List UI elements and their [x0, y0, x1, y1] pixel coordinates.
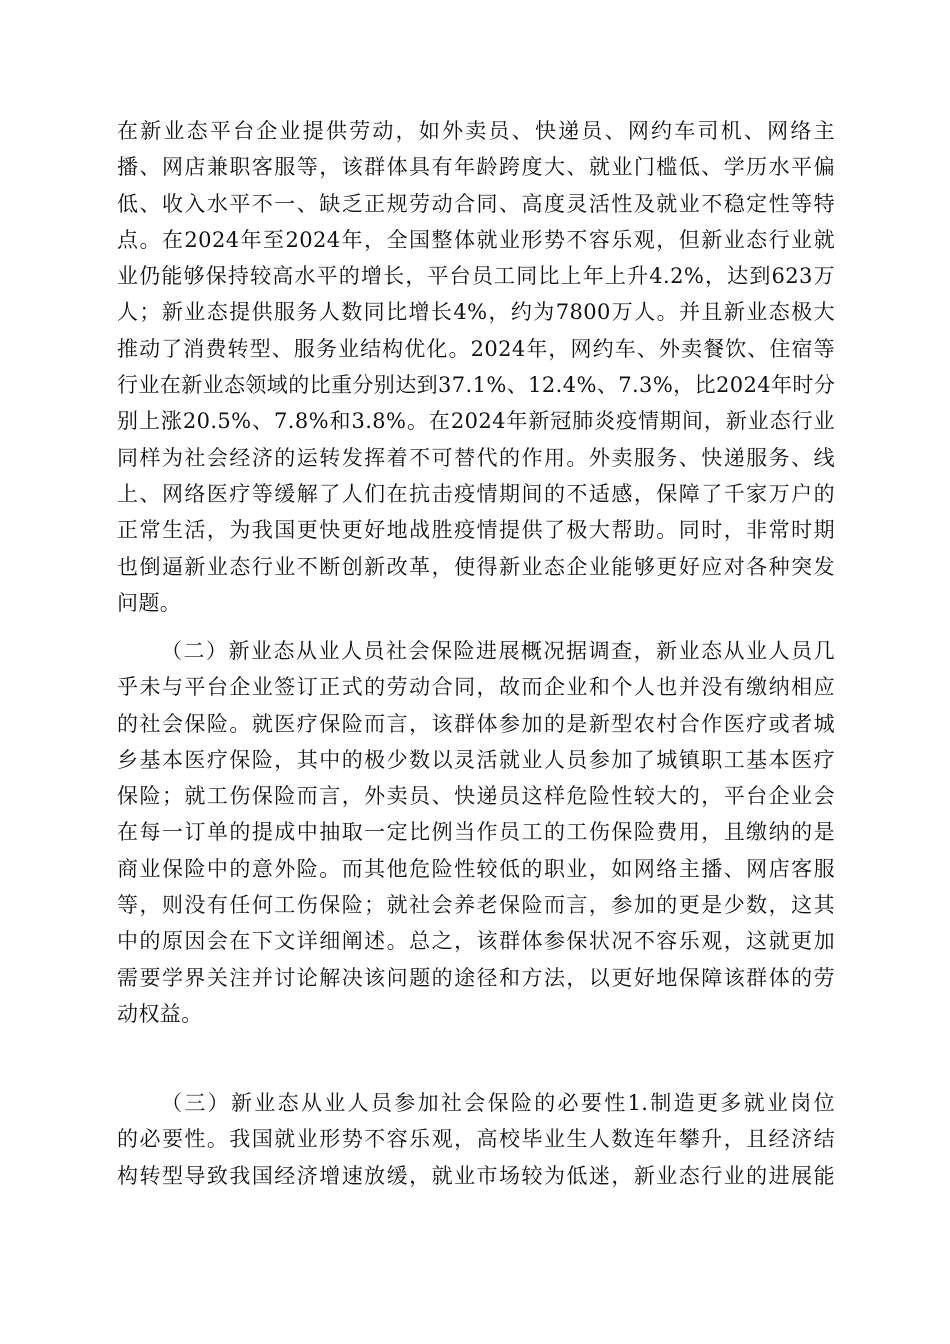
text-line: 业仍能够保持较高水平的增长，平台员工同比上年上升4.2%，达到623万 — [117, 264, 835, 289]
text-line: 的社会保险。就医疗保险而言，该群体参加的是新型农村合作医疗或者城 — [117, 711, 835, 736]
paragraph-social-insurance-status — [117, 633, 835, 1032]
text-line: 中的原因会在下文详细阐述。总之，该群体参保状况不容乐观，这就更加 — [117, 929, 835, 954]
text-line: 动权益。 — [117, 1001, 203, 1026]
text-line: 乡基本医疗保险，其中的极少数以灵活就业人员参加了城镇职工基本医疗 — [117, 747, 835, 772]
paragraph-gig-economy-overview — [117, 113, 835, 621]
text-line: 在每一订单的提成中抽取一定比例当作员工的工伤保险费用，且缴纳的是 — [117, 820, 835, 845]
text-line: 点。在2024年至2024年，全国整体就业形势不容乐观，但新业态行业就 — [117, 227, 835, 252]
text-line: 行业在新业态领域的比重分别达到37.1%、12.4%、7.3%，比2024年时分 — [117, 373, 836, 398]
text-line: 需要学界关注并讨论解决该问题的途径和方法，以更好地保障该群体的劳 — [117, 965, 835, 990]
paragraph-insurance-necessity — [117, 1085, 835, 1194]
text-line: 低、收入水平不一、缺乏正规劳动合同、高度灵活性及就业不稳定性等特 — [117, 191, 835, 216]
text-line: 播、网店兼职客服等，该群体具有年龄跨度大、就业门槛低、学历水平偏 — [117, 155, 835, 180]
text-line: 也倒逼新业态行业不断创新改革，使得新业态企业能够更好应对各种突发 — [117, 554, 835, 579]
text-line: （二）新业态从业人员社会保险进展概况据调查，新业态从业人员几 — [161, 639, 835, 663]
text-line: 在新业态平台企业提供劳动，如外卖员、快递员、网约车司机、网络主 — [117, 119, 835, 143]
text-line: （三）新业态从业人员参加社会保险的必要性1.制造更多就业岗位 — [161, 1091, 835, 1115]
text-line: 同样为社会经济的运转发挥着不可替代的作用。外卖服务、快递服务、线 — [117, 445, 835, 470]
text-line: 商业保险中的意外险。而其他危险性较低的职业，如网络主播、网店客服 — [117, 856, 835, 881]
text-line: 乎未与平台企业签订正式的劳动合同，故而企业和个人也并没有缴纳相应 — [117, 675, 835, 700]
text-line: 推动了消费转型、服务业结构优化。2024年，网约车、外卖餐饮、住宿等 — [117, 336, 835, 361]
text-line: 别上涨20.5%、7.8%和3.8%。在2024年新冠肺炎疫情期间，新业态行业 — [117, 409, 835, 434]
text-line: 保险；就工伤保险而言，外卖员、快递员这样危险性较大的，平台企业会 — [117, 784, 835, 809]
text-line: 问题。 — [117, 590, 182, 615]
text-line: 上、网络医疗等缓解了人们在抗击疫情期间的不适感，保障了千家万户的 — [117, 481, 835, 506]
text-line: 等，则没有任何工伤保险；就社会养老保险而言，参加的更是少数，这其 — [117, 893, 835, 918]
text-line: 正常生活，为我国更快更好地战胜疫情提供了极大帮助。同时，非常时期 — [117, 518, 835, 543]
text-line: 构转型导致我国经济增速放缓，就业市场较为低迷，新业态行业的进展能 — [117, 1163, 835, 1188]
text-line: 人；新业态提供服务人数同比增长4%，约为7800万人。并且新业态极大 — [117, 300, 835, 325]
text-line: 的必要性。我国就业形势不容乐观，高校毕业生人数连年攀升，且经济结 — [117, 1127, 835, 1152]
